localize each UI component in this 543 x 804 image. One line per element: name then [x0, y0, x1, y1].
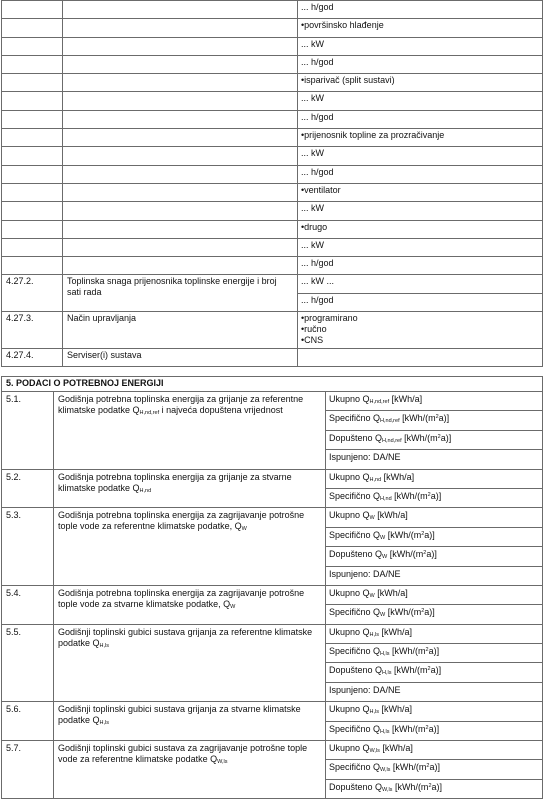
- item-number: 5.5.: [2, 624, 54, 702]
- fulfilled-value: Ispunjeno: DA/NE: [326, 450, 543, 469]
- table-row: [2, 129, 543, 147]
- table-row: [2, 183, 543, 201]
- table-row: [2, 702, 543, 721]
- item-number: 5.4.: [2, 585, 54, 624]
- row-value: ... kW: [298, 92, 543, 110]
- row-value: ... kW ...: [298, 275, 543, 293]
- table-row: [2, 110, 543, 128]
- table-row: [2, 508, 543, 527]
- item-number: 4.27.4.: [2, 349, 63, 367]
- table-row: [2, 624, 543, 643]
- table-row: [2, 392, 543, 411]
- specific-value: Specifično $Q_W$ $[kWh/(m^2a)]$: [326, 605, 543, 624]
- table-row: [2, 585, 543, 604]
- option-programmed: •programirano: [301, 313, 358, 324]
- section-5-table: [1, 376, 543, 799]
- specific-value: Specifično $Q_{H,ls}$ $[kWh/(m^2a)]$: [326, 721, 543, 740]
- item-label: Serviser(i) sustava: [63, 349, 298, 367]
- item-label: Godišnja potrebna toplinska energija za grijanje za referentne klimatske podatke $Q_{H,nd,ref}$ i najveća dopuštena vrijednost: [54, 392, 326, 470]
- allowed-value: Dopušteno $Q_{H,ls}$ $[kWh/(m^2a)]$: [326, 663, 543, 682]
- total-value: Ukupno $Q_W$ [kWh/a]: [326, 508, 543, 527]
- item-label: Godišnji toplinski gubici sustava grijanja za referentne klimatske podatke $Q_{H,ls}$: [54, 624, 326, 702]
- row-value: ... kW: [298, 202, 543, 220]
- item-label: Godišnji toplinski gubici sustava grijanja za stvarne klimatske podatke $Q_{H,ls}$: [54, 702, 326, 741]
- table-row: [2, 469, 543, 488]
- table-row: [2, 349, 543, 367]
- row-value: ... h/god: [298, 257, 543, 275]
- item-number: 5.7.: [2, 741, 54, 799]
- item-number: 5.6.: [2, 702, 54, 741]
- table-row: [2, 1, 543, 19]
- control-options: [298, 312, 543, 349]
- item-label: Toplinska snaga prijenosnika toplinske energije i broj sati rada: [63, 275, 298, 312]
- total-value: Ukupno $Q_{H,ls}$ [kWh/a]: [326, 624, 543, 643]
- table-row: [2, 55, 543, 73]
- row-value: ... h/god: [298, 1, 543, 19]
- item-label: Godišnji toplinski gubici sustava za zagrijavanje potrošne tople vode za referentne klimatske podatke $Q_{W,ls}$: [54, 741, 326, 799]
- table-row: [2, 165, 543, 183]
- item-label: Godišnja potrebna toplinska energija za zagrijavanje potrošne tople vode za referentne klimatske podatke, $Q_W$: [54, 508, 326, 586]
- item-number: 5.1.: [2, 392, 54, 470]
- table-row: [2, 741, 543, 760]
- row-value: ... kW: [298, 238, 543, 256]
- table-row: [2, 147, 543, 165]
- table-row: [2, 312, 543, 349]
- table-row: [2, 257, 543, 275]
- total-value: Ukupno $Q_{H,ls}$ [kWh/a]: [326, 702, 543, 721]
- item-label: Godišnja potrebna toplinska energija za grijanje za stvarne klimatske podatke $Q_{H,nd}$: [54, 469, 326, 508]
- table-row: [2, 202, 543, 220]
- total-value: Ukupno $Q_{W,ls}$ [kWh/a]: [326, 741, 543, 760]
- option-manual: •ručno: [301, 324, 327, 335]
- table-row: [2, 220, 543, 238]
- table-row: [2, 377, 543, 392]
- table-row: [2, 238, 543, 256]
- row-value: ... h/god: [298, 110, 543, 128]
- table-row: [2, 19, 543, 37]
- specific-value: Specifično $Q_{W,ls}$ $[kWh/(m^2a)]$: [326, 760, 543, 779]
- table-row: [2, 74, 543, 92]
- allowed-value: Dopušteno $Q_{H,nd,ref}$ $[kWh/(m^2a)]$: [326, 430, 543, 449]
- total-value: Ukupno $Q_{H,nd}$ [kWh/a]: [326, 469, 543, 488]
- row-value: ... h/god: [298, 293, 543, 311]
- row-value: ... kW: [298, 37, 543, 55]
- section-4-table: [1, 0, 543, 367]
- row-value: •drugo: [298, 220, 543, 238]
- table-row: [2, 92, 543, 110]
- item-number: 4.27.3.: [2, 312, 63, 349]
- fulfilled-value: Ispunjeno: DA/NE: [326, 566, 543, 585]
- row-value: •prijenosnik topline za prozračivanje: [298, 129, 543, 147]
- row-value: ... kW: [298, 147, 543, 165]
- row-value: ... h/god: [298, 55, 543, 73]
- allowed-value: Dopušteno $Q_{W,ls}$ $[kWh/(m^2a)]$: [326, 779, 543, 798]
- option-cns: •CNS: [301, 335, 324, 346]
- specific-value: Specifično $Q_W$ $[kWh/(m^2a)]$: [326, 527, 543, 546]
- allowed-value: Dopušteno $Q_W$ $[kWh/(m^2a)]$: [326, 547, 543, 566]
- total-value: Ukupno $Q_{H,nd,ref}$ [kWh/a]: [326, 392, 543, 411]
- item-number: 4.27.2.: [2, 275, 63, 312]
- specific-value: Specifično $Q_{H,ls}$ $[kWh/(m^2a)]$: [326, 644, 543, 663]
- row-value: •ventilator: [298, 183, 543, 201]
- specific-value: Specifično $Q_{H,nd}$ $[kWh/(m^2a)]$: [326, 488, 543, 507]
- specific-value: Specifično $Q_{H,nd,ref}$ $[kWh/(m^2a)]$: [326, 411, 543, 430]
- item-number: 5.3.: [2, 508, 54, 586]
- table-row: [2, 37, 543, 55]
- row-value: •površinsko hlađenje: [298, 19, 543, 37]
- row-value: •isparivač (split sustavi): [298, 74, 543, 92]
- item-number: 5.2.: [2, 469, 54, 508]
- total-value: Ukupno $Q_W$ [kWh/a]: [326, 585, 543, 604]
- section-title: 5. PODACI O POTREBNOJ ENERGIJI: [2, 377, 543, 392]
- item-label: Godišnja potrebna toplinska energija za zagrijavanje potrošne tople vode za stvarne klimatske podatke, $Q_W$: [54, 585, 326, 624]
- row-value: ... h/god: [298, 165, 543, 183]
- table-row: [2, 275, 543, 293]
- fulfilled-value: Ispunjeno: DA/NE: [326, 682, 543, 701]
- item-label: Način upravljanja: [63, 312, 298, 349]
